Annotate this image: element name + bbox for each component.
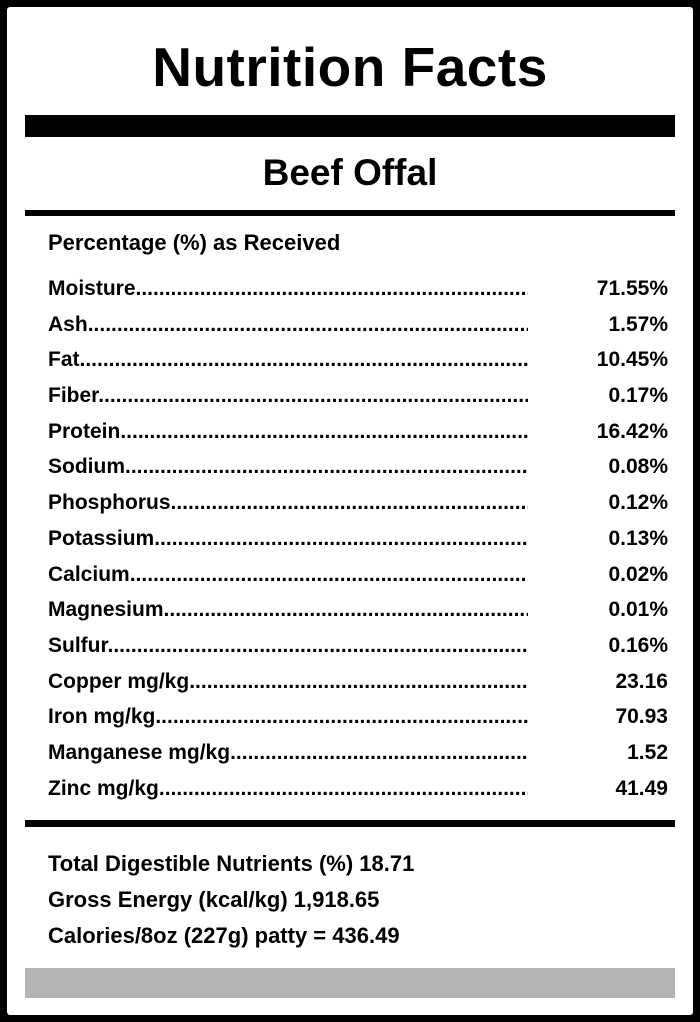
nutrient-value: 0.12% — [608, 491, 668, 515]
nutrient-name: Fat ..... — [48, 344, 528, 376]
gross-energy: Gross Energy (kcal/kg) 1,918.65 — [48, 887, 380, 912]
section-divider — [25, 210, 675, 216]
nutrient-row — [0, 630, 700, 666]
section-heading: Percentage (%) as Received — [48, 230, 341, 255]
nutrient-value: 1.57% — [608, 312, 668, 336]
nutrient-row — [0, 380, 700, 416]
nutrient-name: Sodium ..... — [48, 451, 528, 483]
nutrient-name: Manganese mg/kg ..... — [48, 737, 528, 769]
nutrient-value: 41.49 — [615, 776, 668, 800]
nutrient-value: 0.13% — [608, 526, 668, 550]
nutrient-name: Potassium ..... — [48, 523, 528, 555]
nutrient-name: Ash ..... — [48, 309, 528, 341]
nutrient-name: Magnesium ..... — [48, 594, 528, 626]
title-divider-bar — [25, 115, 675, 137]
nutrient-row — [0, 273, 700, 309]
total-digestible-nutrients: Total Digestible Nutrients (%) 18.71 — [48, 851, 415, 876]
nutrient-name: Calcium ..... — [48, 559, 528, 591]
nutrient-name: Moisture ..... — [48, 273, 528, 305]
nutrient-row — [0, 487, 700, 523]
nutrient-value: 1.52 — [627, 740, 668, 764]
nutrient-row — [0, 559, 700, 595]
nutrient-name: Phosphorus ..... — [48, 487, 528, 519]
nutrient-row — [0, 594, 700, 630]
nutrient-row — [0, 701, 700, 737]
nutrient-row — [0, 309, 700, 345]
product-name: Beef Offal — [262, 152, 438, 193]
nutrient-value: 0.16% — [608, 633, 668, 657]
calories-per-patty: Calories/8oz (227g) patty = 436.49 — [48, 923, 400, 948]
bottom-gray-bar — [25, 968, 675, 998]
nutrient-name: Protein ..... — [48, 416, 528, 448]
nutrient-name: Fiber ..... — [48, 380, 528, 412]
nutrient-row — [0, 416, 700, 452]
nutrient-value: 0.02% — [608, 562, 668, 586]
nutrient-row — [0, 773, 700, 809]
nutrient-value: 10.45% — [596, 348, 668, 372]
nutrient-value: 0.01% — [608, 598, 668, 622]
footer-divider — [25, 820, 675, 827]
nutrient-row — [0, 523, 700, 559]
nutrient-row — [0, 666, 700, 702]
nutrient-value: 0.17% — [608, 384, 668, 408]
nutrient-name: Copper mg/kg ..... — [48, 666, 528, 698]
nutrient-row — [0, 344, 700, 380]
nutrient-value: 23.16 — [615, 669, 668, 693]
nutrient-name: Iron mg/kg ..... — [48, 701, 528, 733]
nutrient-value: 70.93 — [615, 705, 668, 729]
nutrient-row — [0, 737, 700, 773]
nutrient-value: 0.08% — [608, 455, 668, 479]
label-title: Nutrition Facts — [152, 36, 548, 98]
nutrient-row — [0, 451, 700, 487]
nutrient-value: 16.42% — [596, 419, 668, 443]
nutrient-name: Sulfur ..... — [48, 630, 528, 662]
nutrient-list — [0, 273, 700, 808]
nutrient-name: Zinc mg/kg ..... — [48, 773, 528, 805]
energy-summary — [48, 848, 414, 956]
nutrient-value: 71.55% — [596, 277, 668, 300]
